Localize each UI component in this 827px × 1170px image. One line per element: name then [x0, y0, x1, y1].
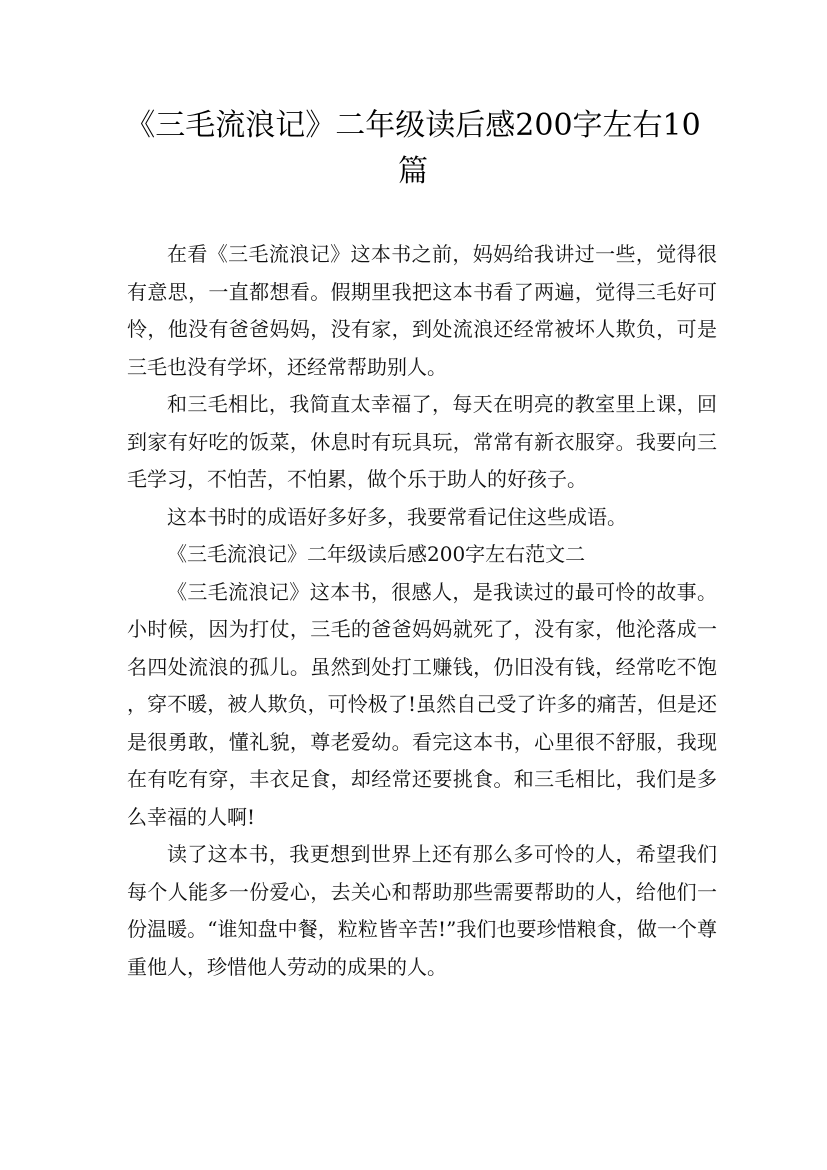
paragraph-4: 《三毛流浪记》这本书，很感人，是我读过的最可怜的故事。小时候，因为打仗，三毛的爸爸妈妈就死了，没有家，他沦落成一名四处流浪的孤儿。虽然到处打工赚钱，仍旧没有钱，经常吃不饱，穿不暖，被人欺负，可怜极了!虽然自己受了许多的痛苦，但是还是很勇敢，懂礼貌，尊老爱幼。看完这本书，心里很不舒服，我现在有吃有穿，丰衣足食，却经常还要挑食。和三毛相比，我们是多么幸福的人啊!: [127, 579, 717, 829]
paragraph-3: 这本书时的成语好多好多，我要常看记住这些成语。: [167, 504, 627, 529]
paragraph-2: 和三毛相比，我简直太幸福了，每天在明亮的教室里上课，回到家有好吃的饭菜，休息时有玩具玩，常常有新衣服穿。我要向三毛学习，不怕苦，不怕累，做个乐于助人的好孩子。: [127, 392, 717, 491]
document-body: [127, 236, 717, 986]
document-title: 《三毛流浪记》二年级读后感200字左右10篇: [125, 108, 701, 189]
section-heading-2: 《三毛流浪记》二年级读后感200字左右范文二: [167, 542, 586, 566]
paragraph-1: 在看《三毛流浪记》这本书之前，妈妈给我讲过一些，觉得很有意思，一直都想看。假期里我把这本书看了两遍，觉得三毛好可怜，他没有爸爸妈妈，没有家，到处流浪还经常被坏人欺负，可是三毛也没有学坏，还经常帮助别人。: [127, 242, 717, 379]
paragraph-5: 读了这本书，我更想到世界上还有那么多可怜的人，希望我们每个人能多一份爱心，去关心和帮助那些需要帮助的人，给他们一份温暖。“谁知盘中餐，粒粒皆辛苦!”我们也要珍惜粮食，做一个尊重他人，珍惜他人劳动的成果的人。: [127, 842, 717, 979]
